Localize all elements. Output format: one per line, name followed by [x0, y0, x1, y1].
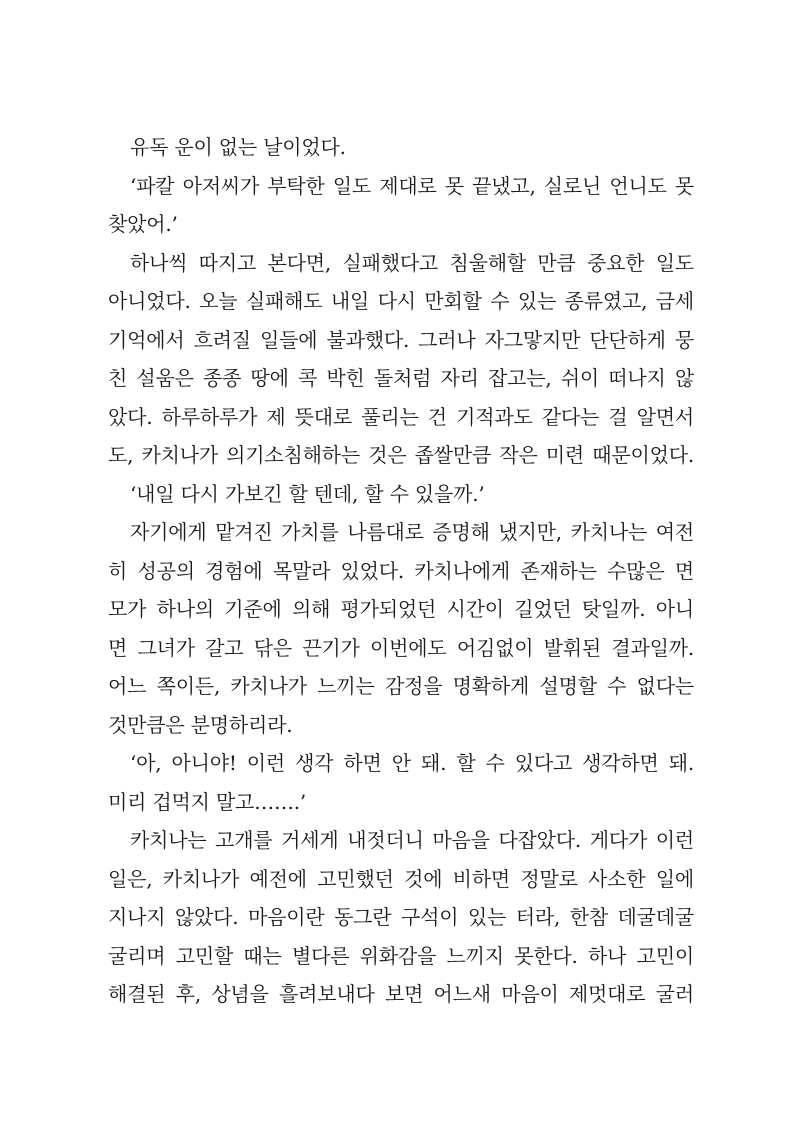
- text-line: 기억에서 흐려질 일들에 불과했다. 그러나 자그맣지만 단단하게 뭉: [108, 327, 694, 352]
- text-line: 일은, 카치나가 예전에 고민했던 것에 비하면 정말로 사소한 일에: [108, 866, 694, 891]
- text-line: ‘파칼 아저씨가 부탁한 일도 제대로 못 끝냈고, 실로닌 언니도 못: [130, 173, 694, 198]
- text-line: 하나씩 따지고 본다면, 실패했다고 침울해할 만큼 중요한 일도: [130, 250, 694, 275]
- text-line: 찾았어.’: [108, 212, 178, 236]
- text-line: 카치나는 고개를 거세게 내젓더니 마음을 다잡았다. 게다가 이런: [130, 828, 694, 852]
- text-line: 굴리며 고민할 때는 별다른 위화감을 느끼지 못한다. 하나 고민이: [108, 943, 694, 968]
- text-line: 아니었다. 오늘 실패해도 내일 다시 만회할 수 있는 종류였고, 금세: [108, 289, 694, 313]
- text-line: ‘아, 아니야! 이런 생각 하면 안 돼. 할 수 있다고 생각하면 돼.: [130, 751, 694, 775]
- text-line: 히 성공의 경험에 목말라 있었다. 카치나에게 존재하는 수많은 면: [108, 558, 694, 583]
- text-line: 미리 겁먹지 말고…….’: [108, 789, 307, 814]
- body-text: [108, 128, 694, 1014]
- text-line: 모가 하나의 기준에 의해 평가되었던 시간이 길었던 탓일까. 아니: [108, 597, 694, 621]
- text-line: 친 설움은 종종 땅에 콕 박힌 돌처럼 자리 잡고는, 쉬이 떠나지 않: [108, 366, 694, 390]
- text-line: 것만큼은 분명하리라.: [108, 712, 293, 737]
- text-line: 어느 쪽이든, 카치나가 느끼는 감정을 명확하게 설명할 수 없다는: [108, 674, 694, 698]
- text-line: 자기에게 맡겨진 가치를 나름대로 증명해 냈지만, 카치나는 여전: [130, 520, 694, 544]
- text-line: ‘내일 다시 가보긴 할 텐데, 할 수 있을까.’: [130, 481, 485, 506]
- text-line: 해결된 후, 상념을 흘려보내다 보면 어느새 마음이 제멋대로 굴러: [108, 982, 694, 1006]
- text-line: 았다. 하루하루가 제 뜻대로 풀리는 건 기적과도 같다는 걸 알면서: [108, 404, 694, 429]
- text-line: 도, 카치나가 의기소침해하는 것은 좁쌀만큼 작은 미련 때문이었다.: [108, 443, 694, 467]
- text-line: 지나지 않았다. 마음이란 동그란 구석이 있는 터라, 한참 데굴데굴: [108, 905, 694, 929]
- text-line: 면 그녀가 갈고 닦은 끈기가 이번에도 어김없이 발휘된 결과일까.: [108, 635, 694, 660]
- text-line: 유독 운이 없는 날이었다.: [130, 135, 346, 159]
